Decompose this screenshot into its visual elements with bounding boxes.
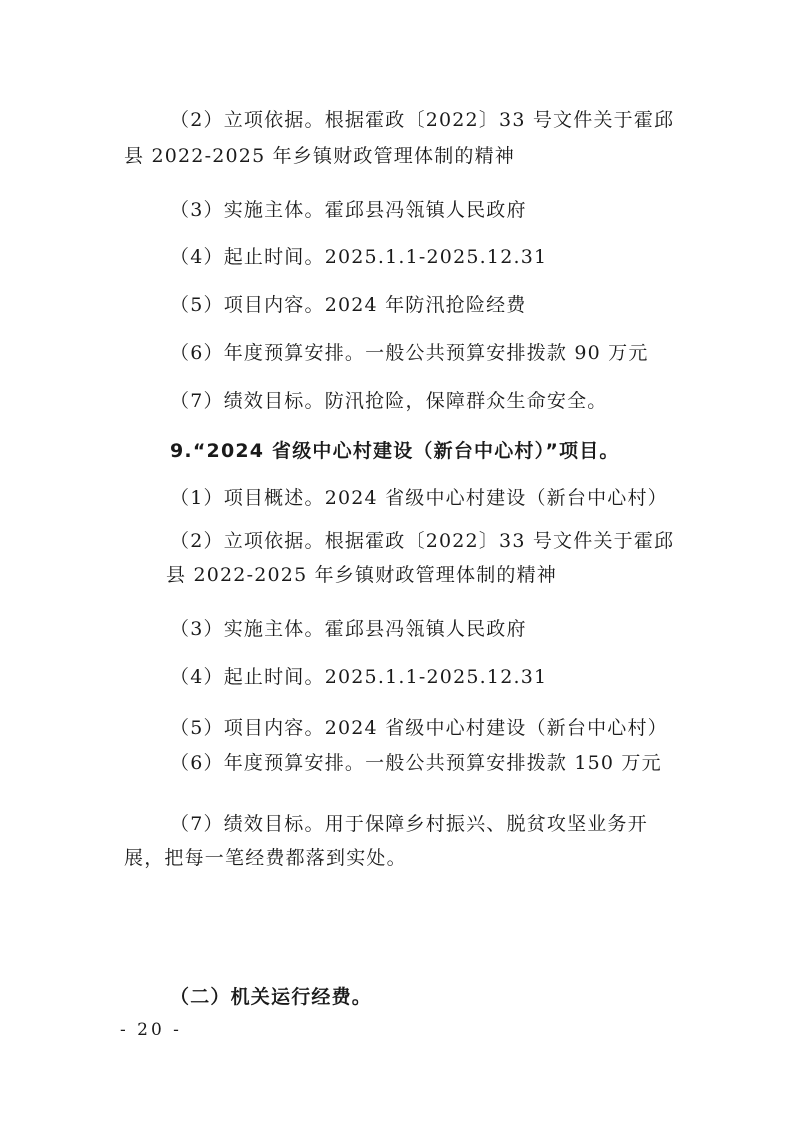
section-heading: 9.“2024 省级中心村建设（新台中心村）”项目。 [170,440,620,462]
text-line: 展，把每一笔经费都落到实处。 [124,847,407,869]
text-line: （2）立项依据。根据霍政〔2022〕33 号文件关于霍邱 [170,530,675,552]
text-line: 县 2022-2025 年乡镇财政管理体制的精神 [166,564,558,586]
text-line: （5）项目内容。2024 年防汛抢险经费 [170,294,527,316]
page-number: - 20 - [120,1020,182,1040]
text-line: （3）实施主体。霍邱县冯瓴镇人民政府 [170,199,527,221]
text-line: （2）立项依据。根据霍政〔2022〕33 号文件关于霍邱 [170,109,675,131]
text-line: （5）项目内容。2024 省级中心村建设（新台中心村） [170,717,668,739]
section-heading: （二）机关运行经费。 [170,986,373,1008]
text-line: （1）项目概述。2024 省级中心村建设（新台中心村） [170,487,668,509]
text-line: （6）年度预算安排。一般公共预算安排拨款 150 万元 [170,752,662,774]
text-line: 县 2022-2025 年乡镇财政管理体制的精神 [124,145,516,167]
text-line: （7）绩效目标。防汛抢险，保障群众生命安全。 [170,390,608,412]
text-line: （7）绩效目标。用于保障乡村振兴、脱贫攻坚业务开 [170,813,648,835]
text-line: （4）起止时间。2025.1.1-2025.12.31 [170,666,548,688]
text-line: （6）年度预算安排。一般公共预算安排拨款 90 万元 [170,342,649,364]
text-line: （3）实施主体。霍邱县冯瓴镇人民政府 [170,618,527,640]
text-line: （4）起止时间。2025.1.1-2025.12.31 [170,246,548,268]
